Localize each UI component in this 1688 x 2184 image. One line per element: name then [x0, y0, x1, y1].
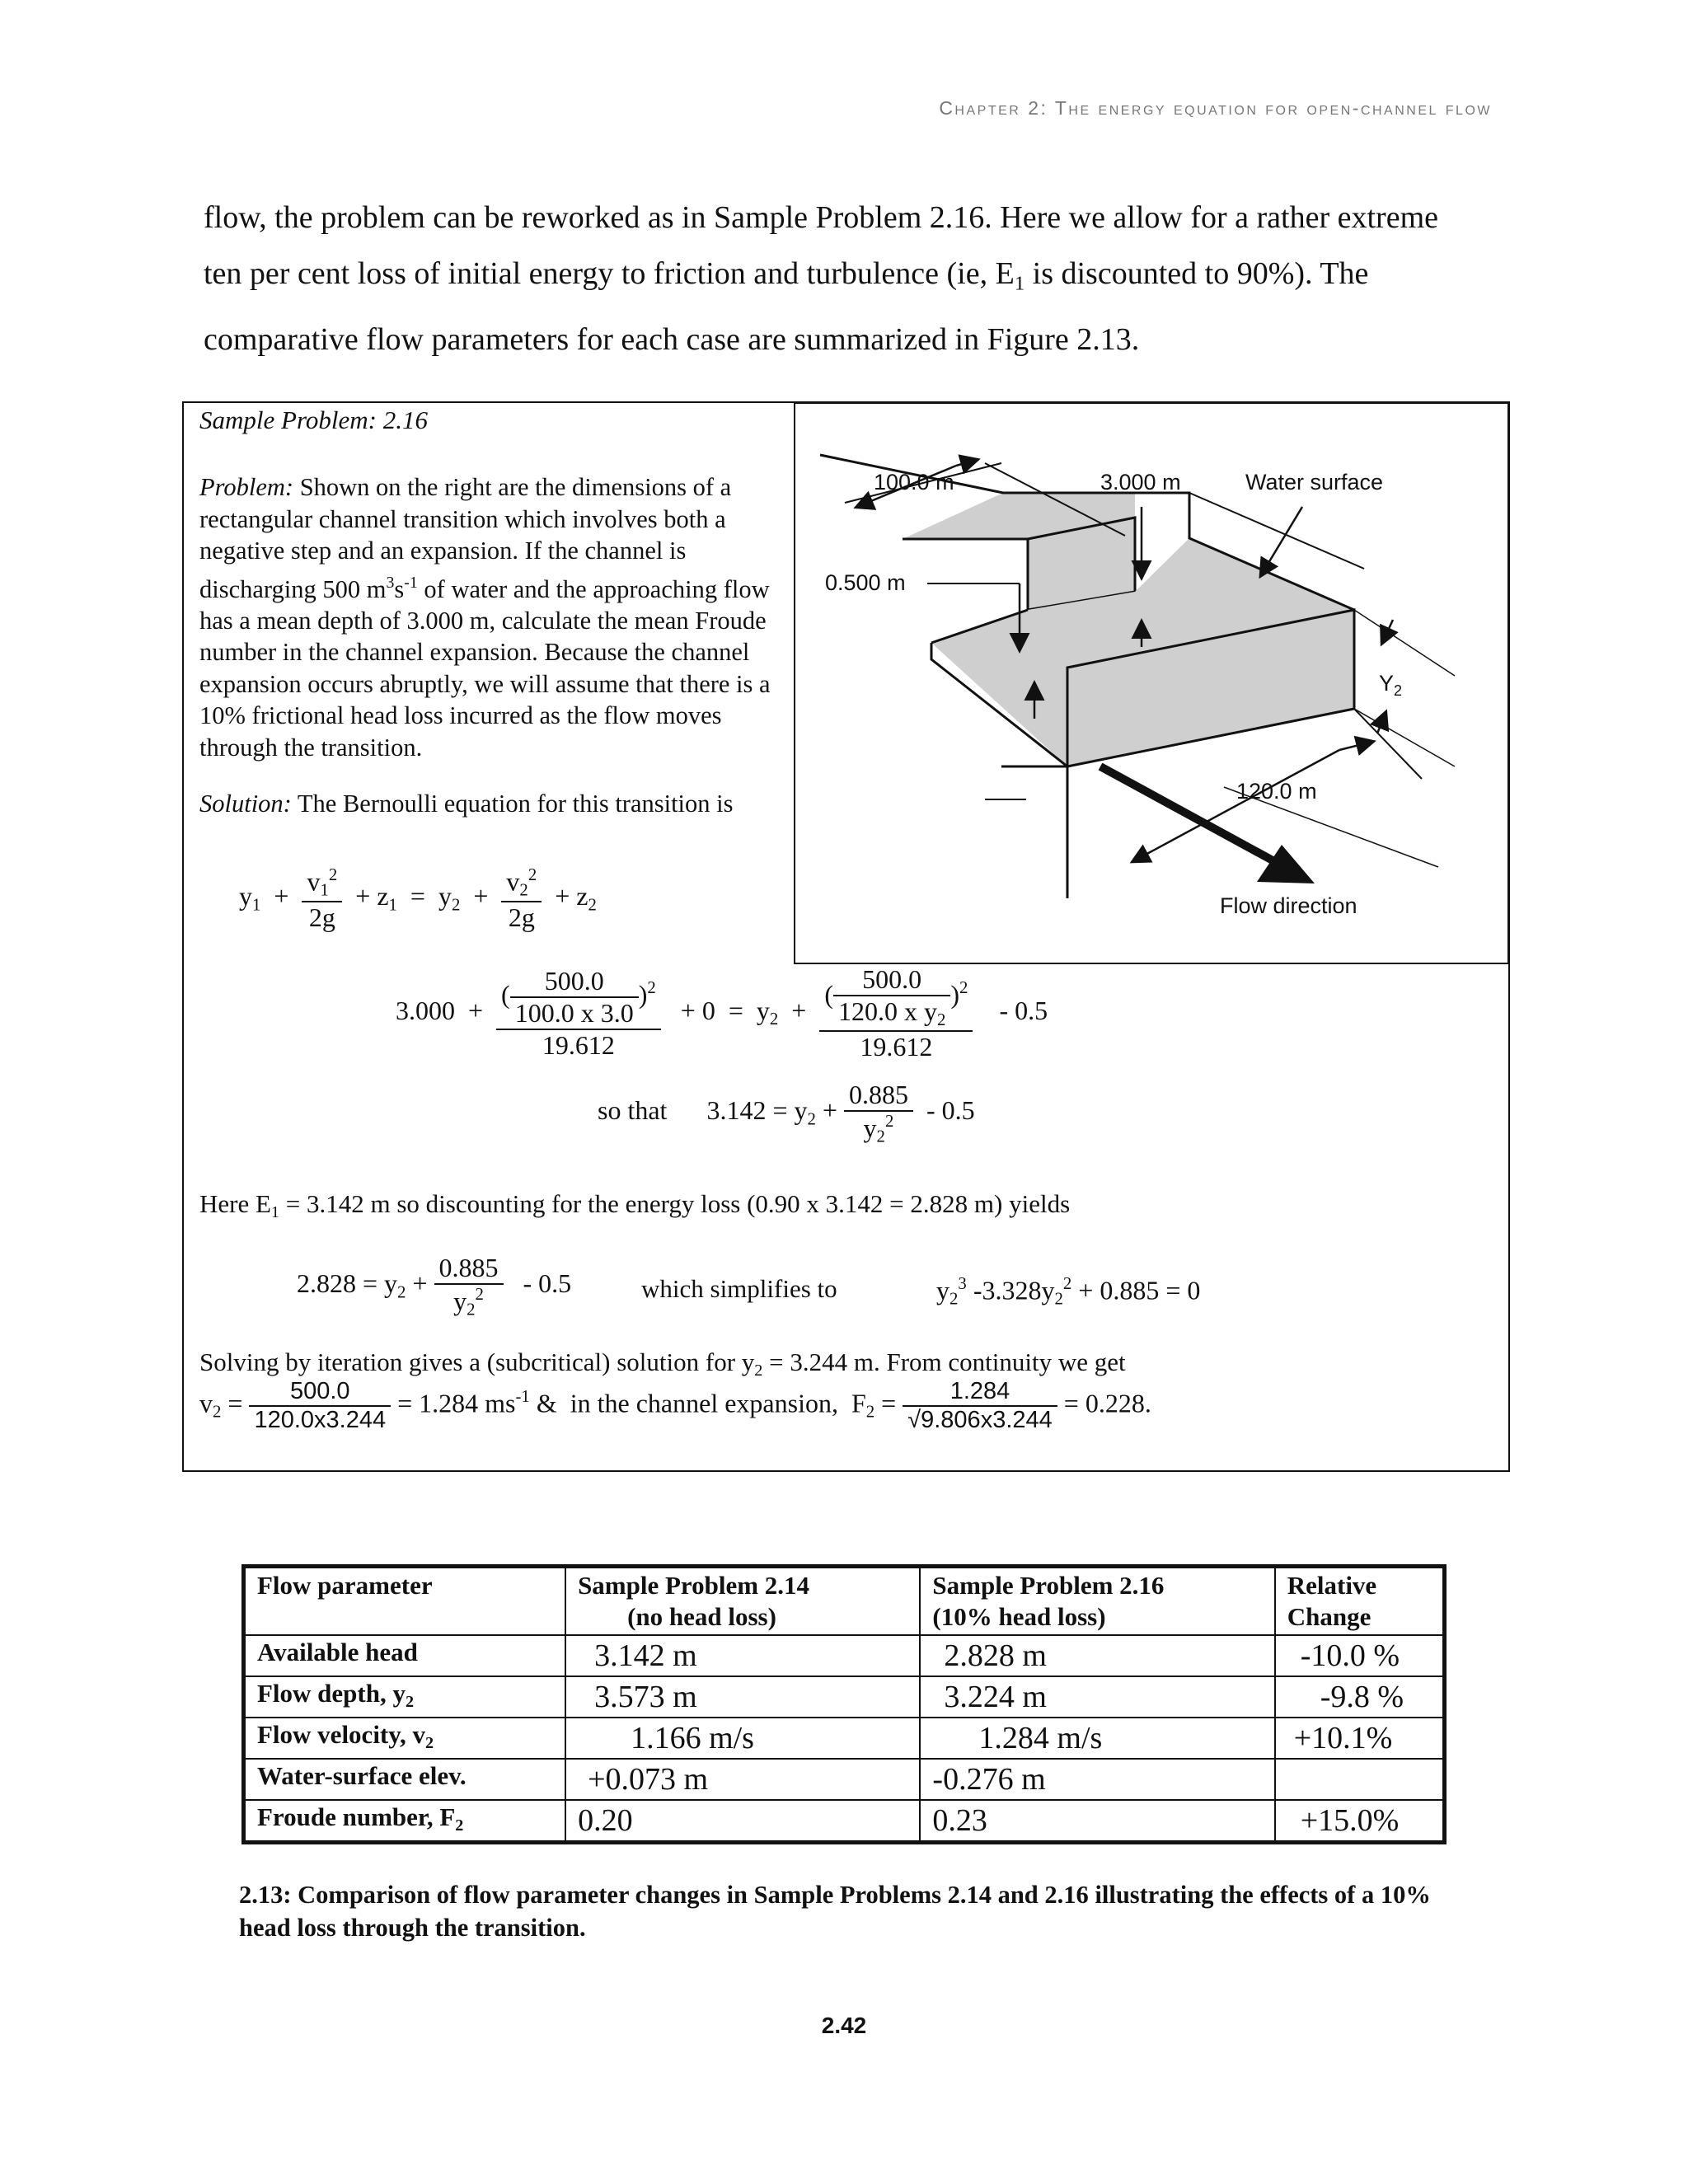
so-that-equation: so that $3.142 = y_2$ + $\frac{0.885}{y_2^2}$ - 0.5: [598, 1080, 975, 1146]
intro-text-1: flow, the problem can be reworked as in Sample Problem 2.16. Here we allow for a rather extreme ten per cent loss of initial energy to friction and turbulence (ie, E: [204, 200, 1438, 291]
table-header-row: [244, 1567, 1445, 1636]
header-sp214: [565, 1567, 920, 1636]
row-val-c: +15.0%: [1275, 1800, 1445, 1843]
row-val-b: 1.284 m/s: [920, 1718, 1274, 1759]
channel-transition-figure: [794, 402, 1509, 964]
solution-intro: [199, 788, 781, 820]
table-row: [244, 1635, 1445, 1676]
simplifies-label: which simplifies to: [641, 1274, 837, 1303]
table-row: [244, 1676, 1445, 1718]
row-param-sub: 2: [406, 1693, 415, 1712]
label-depth: 3.000 m: [1100, 470, 1181, 494]
row-val-b: 2.828 m: [920, 1635, 1274, 1676]
intro-text-2: is discounted to 90%). The comparative flow parameters for each case are summarized in Figure 2.13.: [204, 256, 1369, 358]
final-results-line: $v_2$ = $\frac{500.0}{120.0x3.244}$ = 1.284 $ms^{-1}$ & in the channel expansion, $F_2$ = $\frac{1.284}{√9.806x3.244}$ = 0.228.: [199, 1378, 1151, 1433]
row-val-a: +0.073 m: [565, 1759, 920, 1800]
label-flow-direction: Flow direction: [1220, 893, 1357, 918]
solution-label: Solution:: [199, 790, 292, 818]
intro-paragraph: [204, 190, 1456, 368]
chapter-header: Chapter 2: The energy equation for open-channel flow: [939, 97, 1492, 119]
solving-sub: 2: [754, 1361, 763, 1380]
here-sub: 1: [270, 1203, 279, 1222]
header-change-line2: Change: [1287, 1602, 1372, 1631]
channel-diagram: [795, 404, 1507, 963]
row-param-text: Water-surface elev.: [257, 1761, 467, 1790]
label-y2-main: Y: [1379, 671, 1395, 696]
row-param-sub: 2: [455, 1816, 464, 1835]
row-val-a: 0.20: [565, 1800, 920, 1843]
cubic-equation: $y_2^3$ $-3.328y_2^2 + 0.885 = 0$: [936, 1274, 1201, 1309]
problem-statement: [199, 471, 781, 763]
row-param-text: Flow velocity, v: [257, 1720, 426, 1749]
problem-label: Problem:: [199, 473, 294, 501]
row-param: [244, 1676, 566, 1718]
solving-text-b: = 3.244 m. From continuity we get: [762, 1347, 1126, 1376]
solving-line: [199, 1347, 1126, 1380]
so-that-label: so that: [598, 1095, 668, 1126]
label-width-out: 120.0 m: [1236, 779, 1317, 804]
row-val-c: -9.8 %: [1275, 1676, 1445, 1718]
comparison-table: [241, 1564, 1447, 1844]
row-param: [244, 1635, 566, 1676]
row-val-a: 1.166 m/s: [565, 1718, 920, 1759]
label-water-surface: Water surface: [1245, 470, 1384, 494]
solution-text: The Bernoulli equation for this transition is: [291, 790, 734, 818]
header-sp216-line1: Sample Problem 2.16: [932, 1571, 1165, 1600]
page-number: 2.42: [821, 2013, 867, 2038]
table-row: [244, 1718, 1445, 1759]
here-text: Here E: [199, 1189, 271, 1218]
flow-arrow: [1257, 845, 1315, 883]
header-sp214-line2: (no head loss): [627, 1602, 776, 1631]
row-param-text: Flow depth, y: [257, 1679, 406, 1708]
row-param-text: Froude number, F: [257, 1802, 456, 1831]
sample-problem-title: Sample Problem: 2.16: [199, 405, 428, 434]
row-val-a: 3.142 m: [565, 1635, 920, 1676]
row-val-b: 0.23: [920, 1800, 1274, 1843]
header-sp216-line2: (10% head loss): [932, 1602, 1106, 1631]
row-val-c: [1275, 1759, 1445, 1800]
header-sp216: [920, 1567, 1274, 1636]
figure-caption: 2.13: Comparison of flow parameter changes in Sample Problems 2.14 and 2.16 illustrating the effects of a 10% head loss through the transition.: [239, 1881, 1431, 1942]
table-row: [244, 1759, 1445, 1800]
header-sp214-line1: Sample Problem 2.14: [578, 1571, 810, 1600]
row-val-c: -10.0 %: [1275, 1635, 1445, 1676]
table-row: [244, 1800, 1445, 1843]
substituted-equation: 3.000 + ( $\frac{500.0}{100.0 x 3.0}$ )$^2$ 19.612 + $0 = y_2$ + ( $\frac{500.0}{120.0 x y_2}$ )$^2$ 19.612 - 0.5: [396, 964, 1048, 1062]
header-change: [1275, 1567, 1445, 1636]
intro-sub: 1: [1014, 272, 1025, 295]
unit-s: s: [394, 574, 405, 603]
discounted-equation: $2.828 = y_2$ + $\frac{0.885}{y_2^2}$ - 0.5: [297, 1253, 572, 1319]
row-val-a: 3.573 m: [565, 1676, 920, 1718]
row-val-b: -0.276 m: [920, 1759, 1274, 1800]
row-val-c: +10.1%: [1275, 1718, 1445, 1759]
row-val-b: 3.224 m: [920, 1676, 1274, 1718]
row-param: [244, 1759, 566, 1800]
unit-sup-minus1: -1: [404, 573, 418, 592]
energy-loss-line: [199, 1189, 1070, 1222]
problem-text-a: Shown on the right are the dimensions of a rectangular channel transition which involves both a negative step and an expansion. If the channel is discharging 500 m: [199, 473, 732, 603]
label-y2: [1379, 671, 1402, 699]
bernoulli-equation: $y_1$ + $\frac{v_1^2}{2g}$ + $z_1 = y_2$ + $\frac{v_2^2}{2g}$ + $z_2$: [239, 865, 597, 932]
solving-text-a: Solving by iteration gives a (subcritical) solution for y: [199, 1347, 755, 1376]
header-param: Flow parameter: [244, 1567, 566, 1636]
unit-sup-3: 3: [386, 573, 395, 592]
row-param-sub: 2: [425, 1734, 434, 1753]
row-param-text: Available head: [257, 1638, 418, 1666]
header-change-line1: Relative: [1287, 1571, 1377, 1600]
label-y2-sub: 2: [1394, 682, 1403, 699]
label-width-in: 100.0 m: [874, 470, 954, 494]
here-rest: = 3.142 m so discounting for the energy loss (0.90 x 3.142 = 2.828 m) yields: [279, 1189, 1071, 1218]
problem-text-b: of water and the approaching flow has a mean depth of 3.000 m, calculate the mean Froude number in the channel expansion. Because the channel expansion occurs abruptly, we will assume that there is a 10% frictional head loss incurred as the flow moves through the transition.: [199, 574, 771, 762]
label-step: 0.500 m: [825, 570, 906, 595]
row-param: [244, 1718, 566, 1759]
row-param: [244, 1800, 566, 1843]
